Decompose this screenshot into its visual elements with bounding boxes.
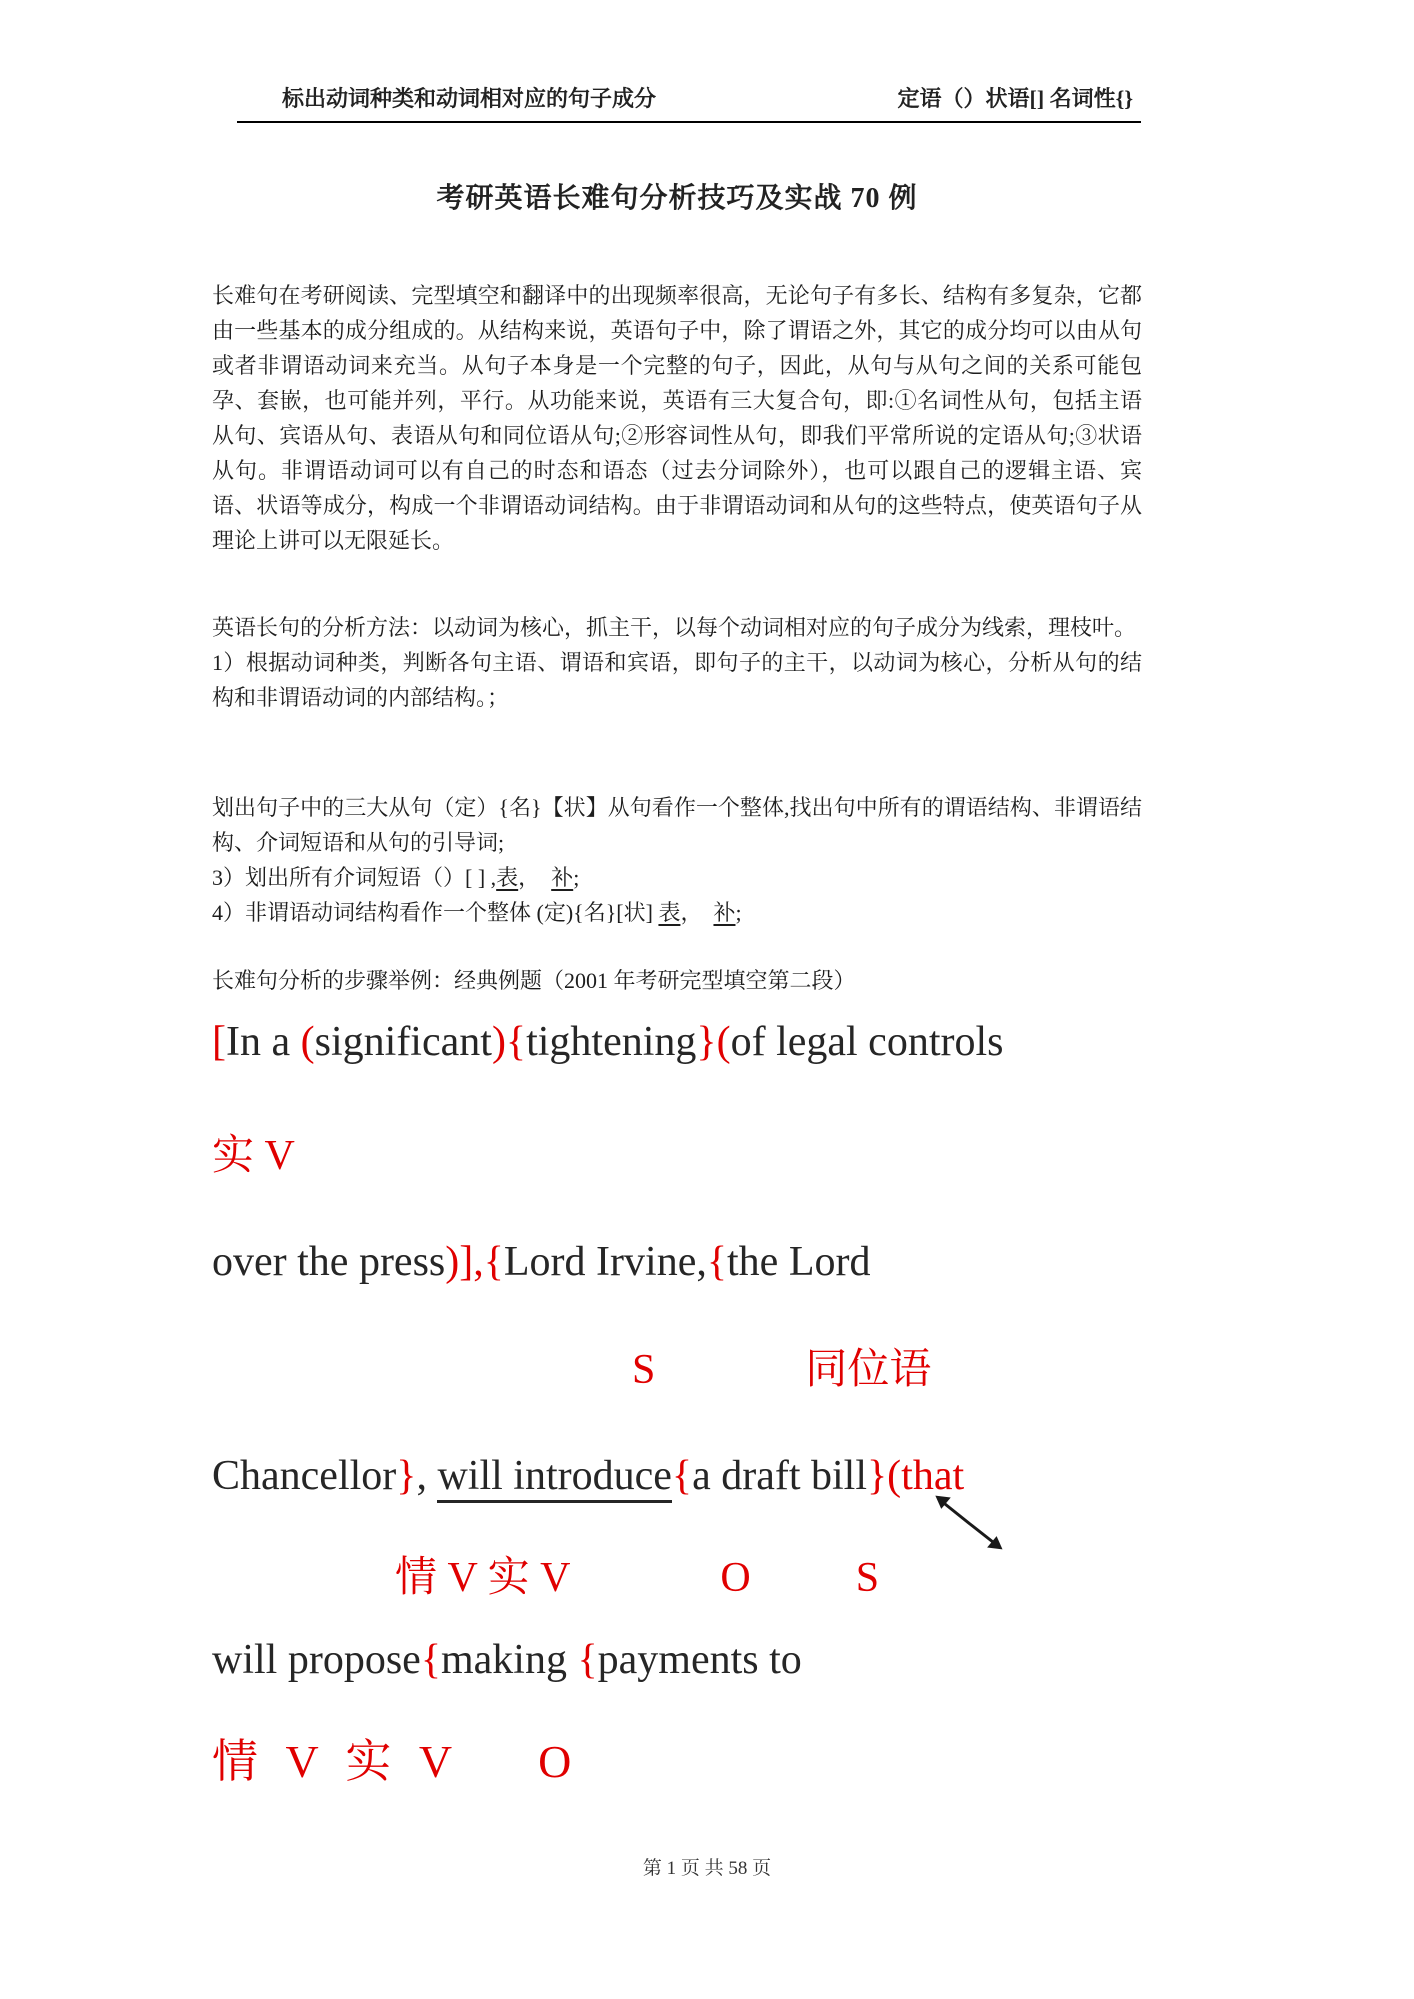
step-3-prefix: 3）划出所有介词短语（）[ ] , bbox=[212, 865, 497, 890]
brace-close: } bbox=[396, 1453, 417, 1499]
sentence-text: tightening bbox=[526, 1019, 697, 1065]
annotation-shi-v: 实 V bbox=[212, 1133, 295, 1179]
annotation-s: S bbox=[632, 1347, 656, 1393]
sentence-text: over the press bbox=[212, 1239, 446, 1285]
example-intro-text: 长难句分析的步骤举例：经典例题（2001 年考研完型填空第二段） bbox=[212, 968, 856, 993]
step-4-text bbox=[212, 895, 1142, 930]
header-right-legend: 定语（）状语[] 名词性{} bbox=[897, 86, 1133, 111]
sentence-text: the Lord bbox=[727, 1239, 871, 1285]
page-footer bbox=[0, 1853, 1414, 1880]
brace-open: { bbox=[706, 1239, 728, 1285]
sentence-line-1 bbox=[212, 1016, 1222, 1068]
annotation-line-qv-sv-o-s bbox=[212, 1552, 1222, 1604]
annotation-appositive: 同位语 bbox=[805, 1347, 932, 1393]
method-paragraph bbox=[212, 610, 1142, 715]
intro-paragraph-text: 长难句在考研阅读、完型填空和翻译中的出现频率很高，无论句子有多长、结构有多复杂，它都由一些基本的成分组成的。从结构来说，英语句子中，除了谓语之外，其它的成分均可以由从句或者非谓语动词来充当。从句子本身是一个完整的句子，因此，从句与从句之间的关系可能包孕、套嵌，也可能并列，平行。从功能来说，英语有三大复合句，即:①名词性从句，包括主语从句、宾语从句、表语从句和同位语从句;②形容词性从句，即我们平常所说的定语从句;③状语从句。非谓语动词可以有自己的时态和语态（过去分词除外），也可以跟自己的逻辑主语、宾语、状语等成分，构成一个非谓语动词结构。由于非谓语动词和从句的这些特点，使英语句子从理论上讲可以无限延长。 bbox=[212, 283, 1142, 553]
example-intro bbox=[212, 963, 1142, 998]
annotation-line-qv-sv-o bbox=[212, 1736, 1222, 1788]
sentence-text: , bbox=[416, 1453, 438, 1499]
step-4-prefix: 4）非谓语动词结构看作一个整体 (定){名}[状] bbox=[212, 900, 659, 925]
method-summary-text: 英语长句的分析方法：以动词为核心，抓主干，以每个动词相对应的句子成分为线索，理枝叶。 bbox=[212, 615, 1137, 640]
method-step1-text: 1）根据动词种类，判断各句主语、谓语和宾语，即句子的主干，以动词为核心，分析从句的结构和非谓语动词的内部结构。； bbox=[212, 650, 1142, 710]
sentence-text: making bbox=[440, 1637, 578, 1683]
annotation-qing-v-shi-v: 情 V 实 V bbox=[395, 1555, 571, 1601]
brace-open: { bbox=[577, 1637, 598, 1683]
step-3-underlined-biao: 表 bbox=[496, 865, 519, 890]
step-3-separator: ， bbox=[518, 865, 552, 890]
sentence-text: payments to bbox=[597, 1637, 802, 1683]
sentence-text: will propose bbox=[212, 1637, 421, 1683]
brace-close-paren-that: }(that bbox=[867, 1453, 965, 1499]
page-number-text: 第 1 页 共 58 页 bbox=[642, 1858, 772, 1879]
reference-arrow-icon bbox=[926, 1488, 1006, 1554]
step-4-underlined-bu: 补 bbox=[713, 900, 736, 925]
sentence-line-2 bbox=[212, 1236, 1222, 1288]
step-3-text bbox=[212, 860, 1142, 895]
annotation-o: O bbox=[720, 1555, 751, 1601]
brace-open: { bbox=[420, 1637, 441, 1683]
step-3-end: ; bbox=[573, 865, 580, 890]
paren-open: ( bbox=[300, 1019, 315, 1065]
brace-close-paren-open: }( bbox=[696, 1019, 731, 1065]
sentence-text: Lord Irvine, bbox=[503, 1239, 707, 1285]
sentence-text: In a bbox=[226, 1019, 301, 1065]
sentence-text: of legal controls bbox=[730, 1019, 1004, 1065]
annotation-line-s-appositive bbox=[212, 1344, 1222, 1396]
page-header bbox=[237, 82, 1141, 123]
header-left-text: 标出动词种类和动词相对应的句子成分 bbox=[282, 86, 657, 111]
steps-paragraph bbox=[212, 790, 1142, 930]
bracket-open: [ bbox=[212, 1019, 226, 1065]
underlined-verb-phrase: will introduce bbox=[437, 1453, 671, 1503]
paren-close-brace-open: ){ bbox=[491, 1019, 527, 1065]
annotation-s: S bbox=[855, 1555, 880, 1601]
sentence-text: significant bbox=[314, 1019, 492, 1065]
page-title: 考研英语长难句分析技巧及实战 70 例 bbox=[436, 183, 918, 214]
annotation-qing-v-shi-v: 情 V 实 V bbox=[212, 1736, 453, 1787]
step-4-separator: ， bbox=[680, 900, 714, 925]
sentence-line-3 bbox=[212, 1450, 1222, 1502]
step-clauses-text: 划出句子中的三大从句（定）{名}【状】从句看作一个整体,找出句中所有的谓语结构、非谓语结构、介词短语和从句的引导词; bbox=[212, 795, 1142, 855]
step-4-underlined-biao: 表 bbox=[658, 900, 681, 925]
annotation-o: O bbox=[538, 1736, 572, 1787]
step-3-underlined-bu: 补 bbox=[551, 865, 574, 890]
brace-open: { bbox=[671, 1453, 693, 1499]
closing-marks: )],{ bbox=[445, 1239, 504, 1285]
sentence-text: Chancellor bbox=[212, 1453, 397, 1499]
sentence-text: a draft bill bbox=[692, 1453, 867, 1499]
sentence-line-4 bbox=[212, 1634, 1222, 1686]
step-4-end: ; bbox=[735, 900, 742, 925]
intro-paragraph bbox=[212, 278, 1142, 558]
